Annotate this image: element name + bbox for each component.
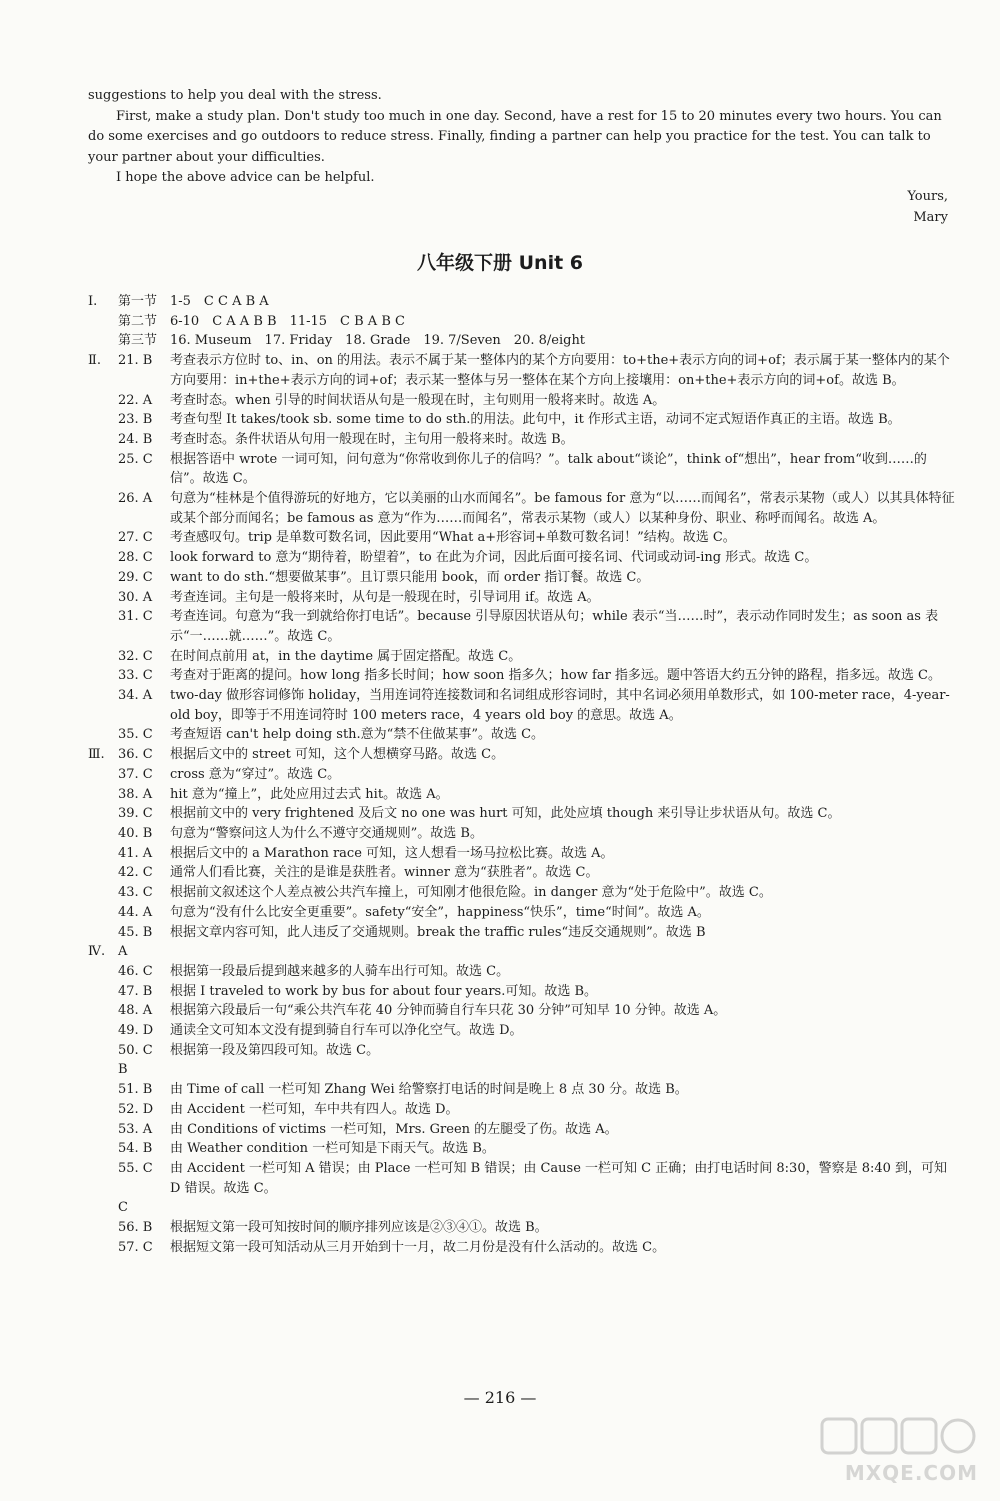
answer-explanation: 考查时态。条件状语从句用一般现在时，主句用一般将来时。故选 B。 <box>170 431 574 447</box>
answer-item <box>88 962 958 982</box>
answer-item <box>88 1139 958 1159</box>
section-1-row <box>88 312 958 332</box>
answer-item <box>88 410 958 430</box>
answer-item <box>88 647 958 667</box>
section-numeral <box>88 1021 118 1041</box>
answer-number: 55. C <box>118 1160 153 1176</box>
answer-explanation: 句意为“没有什么比安全更重要”。safety“安全”，happiness“快乐”，time“时间”。故选 A。 <box>170 904 710 920</box>
section-numeral <box>88 607 118 646</box>
answer-explanation: 考查连词。句意为“我一到就给你打电话”。because 引导原因状语从句；while 表示“当……时”，表示动作同时发生；as soon as 表示“一……就……”。故选 C。 <box>170 609 939 644</box>
answer-item <box>88 1041 958 1061</box>
section-numeral <box>88 588 118 608</box>
answer-number: 49. D <box>118 1023 154 1039</box>
answer-explanation: 根据短文第一段可知活动从三月开始到十一月，故二月份是没有什么活动的。故选 C。 <box>170 1239 666 1255</box>
answer-item <box>88 351 958 390</box>
answer-item <box>88 903 958 923</box>
section-numeral <box>88 1041 118 1061</box>
answer-number: 34. A <box>118 688 153 704</box>
answer-explanation: 考查感叹句。trip 是单数可数名词，因此要用“What a+形容词+单数可数名词！”结构。故选 C。 <box>170 530 736 546</box>
answer-number: 44. A <box>118 904 153 920</box>
section-numeral <box>88 1100 118 1120</box>
section-numeral <box>88 824 118 844</box>
section-numeral <box>88 1120 118 1140</box>
section-numeral <box>88 548 118 568</box>
essay <box>88 86 954 189</box>
answer-explanation: 在时间点前用 at，in the daytime 属于固定搭配。故选 C。 <box>170 648 522 664</box>
section-numeral <box>88 489 118 528</box>
answer-number: 32. C <box>118 648 153 664</box>
answer-explanation: 根据第一段及第四段可知。故选 C。 <box>170 1042 380 1058</box>
answer-number: 40. B <box>118 825 153 841</box>
answer-explanation: 由 Conditions of victims 一栏可知，Mrs. Green 的左腿受了伤。故选 A。 <box>170 1121 618 1137</box>
answer-number: 31. C <box>118 609 153 625</box>
section-numeral <box>88 1139 118 1159</box>
answer-explanation: 通常人们看比赛，关注的是谁是获胜者。winner 意为“获胜者”。故选 C。 <box>170 865 599 881</box>
answer-explanation: 根据前文叙述这个人差点被公共汽车撞上，可知刚才他很危险。in danger 意为“处于危险中”。故选 C。 <box>170 885 772 901</box>
essay-paragraph: First, make a study plan. Don't study too much in one day. Second, have a rest for 15 to 20 minutes every two hours. You can do some exercises and go outdoors to reduce stress. Finally, finding a partner can help you practice for the test. You can talk to your partner about your difficulties. <box>88 108 942 165</box>
section-numeral <box>88 450 118 489</box>
answer-number: 48. A <box>118 1003 153 1019</box>
section-numeral <box>88 962 118 982</box>
section-numeral: Ⅱ. <box>88 353 101 369</box>
section-numeral <box>88 1238 118 1258</box>
answer-number: 36. C <box>118 747 153 763</box>
section-numeral <box>88 1198 118 1218</box>
answer-explanation: 考查短语 can't help doing sth.意为“禁不住做某事”。故选 C。 <box>170 727 545 743</box>
answer-explanation: 根据前文中的 very frightened 及后文 no one was hurt 可知，此处应填 though 来引导让步状语从句。故选 C。 <box>170 806 841 822</box>
answer-list <box>88 292 958 1257</box>
section-numeral: Ⅳ. <box>88 944 106 960</box>
answer-number: 43. C <box>118 885 153 901</box>
section-numeral <box>88 1060 118 1080</box>
section-numeral <box>88 1080 118 1100</box>
section-numeral <box>88 666 118 686</box>
answer-item <box>88 528 958 548</box>
answer-number: 53. A <box>118 1121 153 1137</box>
answer-number: 29. C <box>118 569 153 585</box>
answer-item <box>88 785 958 805</box>
answer-number: 46. C <box>118 963 153 979</box>
answer-item <box>88 923 958 943</box>
answer-explanation: look forward to 意为“期待着，盼望着”，to 在此为介词，因此后面可接名词、代词或动词-ing 形式。故选 C。 <box>170 550 818 566</box>
answer-explanation: 根据第六段最后一句“乘公共汽车花 40 分钟而骑自行车只花 30 分钟”可知早 10 分钟。故选 A。 <box>170 1003 727 1019</box>
closing: Yours, <box>907 189 948 204</box>
answer-item <box>88 1238 958 1258</box>
section-numeral <box>88 785 118 805</box>
passage-header <box>88 1060 958 1080</box>
passage-letter: A <box>118 944 128 960</box>
section-numeral: Ⅲ. <box>88 747 105 763</box>
section-numeral <box>88 923 118 943</box>
answer-number: 56. B <box>118 1220 153 1236</box>
answer-item <box>88 1120 958 1140</box>
answer-number: 57. C <box>118 1239 153 1255</box>
answer-explanation: want to do sth.“想要做某事”。且订票只能用 book，而 order 指订餐。故选 C。 <box>170 569 650 585</box>
answer-number: 27. C <box>118 530 153 546</box>
answer-number: 24. B <box>118 431 153 447</box>
answer-number: 30. A <box>118 589 153 605</box>
watermark-seal-icon <box>818 1415 978 1461</box>
answer-item <box>88 745 958 765</box>
section-1-row <box>88 292 958 312</box>
answer-number: 25. C <box>118 451 153 467</box>
passage-header <box>88 1198 958 1218</box>
passage-header <box>88 942 958 962</box>
passage-letter: B <box>118 1062 128 1078</box>
answer-explanation: cross 意为“穿过”。故选 C。 <box>170 766 341 782</box>
answer-item <box>88 1001 958 1021</box>
section-numeral <box>88 568 118 588</box>
answer-explanation: 句意为“警察问这人为什么不遵守交通规则”。故选 B。 <box>170 825 483 841</box>
answer-number: 52. D <box>118 1101 154 1117</box>
answer-explanation: 考查对于距离的提问。how long 指多长时间；how soon 指多久；how far 指多远。题中答语大约五分钟的路程，指多远。故选 C。 <box>170 668 942 684</box>
answer-explanation: 由 Weather condition 一栏可知是下雨天气。故选 B。 <box>170 1141 495 1157</box>
answer-item <box>88 804 958 824</box>
page-number: — 216 — <box>463 1388 537 1407</box>
answer-item <box>88 1100 958 1120</box>
section-1-part-3: 第三节 16. Museum 17. Friday 18. Grade 19. 7/Seven 20. 8/eight <box>118 333 586 349</box>
section-numeral <box>88 686 118 725</box>
answer-item <box>88 686 958 725</box>
section-numeral: Ⅰ. <box>88 294 98 309</box>
answer-item <box>88 1218 958 1238</box>
answer-number: 23. B <box>118 412 153 428</box>
answer-number: 37. C <box>118 766 153 782</box>
answer-item <box>88 844 958 864</box>
answer-explanation: 根据答语中 wrote 一词可知，问句意为“你常收到你儿子的信吗？”。talk about“谈论”，think of“想出”，hear from“收到……的信”。故选 C。 <box>170 451 927 487</box>
answer-explanation: 由 Accident 一栏可知，车中共有四人。故选 D。 <box>170 1101 459 1117</box>
answer-item <box>88 450 958 489</box>
answer-item <box>88 548 958 568</box>
section-numeral <box>88 765 118 785</box>
section-numeral <box>88 391 118 411</box>
answer-explanation: 根据短文第一段可知按时间的顺序排列应该是②③④①。故选 B。 <box>170 1220 548 1236</box>
section-numeral <box>88 883 118 903</box>
section-numeral <box>88 804 118 824</box>
answer-number: 41. A <box>118 845 153 861</box>
answer-item <box>88 391 958 411</box>
answer-item <box>88 489 958 528</box>
answer-number: 47. B <box>118 983 153 999</box>
essay-line: suggestions to help you deal with the stress. <box>88 88 382 103</box>
answer-number: 50. C <box>118 1042 153 1058</box>
answer-item <box>88 588 958 608</box>
answer-explanation: 考查表示方位时 to、in、on 的用法。表示不属于某一整体内的某个方向要用：to+the+表示方向的词+of；表示属于某一整体内的某个方向要用：in+the+表示方向的词+of；表示某一整体与另一整体在某个方向上接壤用：on+the+表示方向的词+of。故选 B。 <box>170 353 950 388</box>
answer-explanation: 根据后文中的 a Marathon race 可知，这人想看一场马拉松比赛。故选 A。 <box>170 845 614 861</box>
section-numeral <box>88 903 118 923</box>
section-numeral <box>88 410 118 430</box>
answer-item <box>88 765 958 785</box>
watermark-text: MXQE.COM <box>844 1461 978 1485</box>
section-1-part-2: 第二节 6-10 C A A B B 11-15 C B A B C <box>118 313 405 329</box>
section-numeral <box>88 863 118 883</box>
answer-item <box>88 1021 958 1041</box>
answer-explanation: two-day 做形容词修饰 holiday，当用连词符连接数词和名词组成形容词时，其中名词必须用单数形式，如 100-meter race，4-year-old boy，即等于不用连词符时 100 meters race，4 years old boy 的意思。故选 A。 <box>170 688 950 723</box>
section-numeral <box>88 982 118 1002</box>
section-numeral <box>88 725 118 745</box>
answer-item <box>88 430 958 450</box>
answer-number: 45. B <box>118 924 153 940</box>
answer-item <box>88 883 958 903</box>
page-title: 八年级下册 Unit 6 <box>417 252 583 274</box>
answer-explanation: 考查句型 It takes/took sb. some time to do sth.的用法。此句中，it 作形式主语，动词不定式短语作真正的主语。故选 B。 <box>170 412 901 428</box>
signature: Mary <box>913 210 948 225</box>
section-1-part-1: 第一节 1-5 C C A B A <box>118 294 269 309</box>
answer-explanation: hit 意为“撞上”，此处应用过去式 hit。故选 A。 <box>170 786 449 802</box>
answer-explanation: 考查连词。主句是一般将来时，从句是一般现在时，引导词用 if。故选 A。 <box>170 589 600 605</box>
answer-number: 26. A <box>118 491 153 507</box>
section-numeral <box>88 1159 118 1198</box>
answer-number: 39. C <box>118 806 153 822</box>
answer-explanation: 通读全文可知本文没有提到骑自行车可以净化空气。故选 D。 <box>170 1023 523 1039</box>
answer-item <box>88 982 958 1002</box>
answer-item <box>88 666 958 686</box>
section-numeral <box>88 1001 118 1021</box>
watermark-logo <box>818 1415 978 1485</box>
section-numeral <box>88 844 118 864</box>
essay-paragraph: I hope the above advice can be helpful. <box>116 170 375 185</box>
section-numeral <box>88 430 118 450</box>
answer-number: 33. C <box>118 668 153 684</box>
section-numeral <box>88 1218 118 1238</box>
answer-explanation: 考查时态。when 引导的时间状语从句是一般现在时，主句则用一般将来时。故选 A。 <box>170 392 666 408</box>
answer-number: 22. A <box>118 392 153 408</box>
answer-number: 54. B <box>118 1141 153 1157</box>
section-numeral <box>88 647 118 667</box>
answer-number: 35. C <box>118 727 153 743</box>
answer-explanation: 根据文章内容可知，此人违反了交通规则。break the traffic rules“违反交通规则”。故选 B <box>170 924 706 940</box>
section-numeral <box>88 528 118 548</box>
answer-number: 38. A <box>118 786 153 802</box>
letter-signoff <box>907 186 948 228</box>
answer-number: 51. B <box>118 1082 153 1098</box>
answer-explanation: 根据第一段最后提到越来越多的人骑车出行可知。故选 C。 <box>170 963 510 979</box>
passage-letter: C <box>118 1200 128 1216</box>
answer-explanation: 句意为“桂林是个值得游玩的好地方，它以美丽的山水而闻名”。be famous for 意为“以……而闻名”，常表示某物（或人）以其具体特征或某个部分而闻名；be famous as 意为“作为……而闻名”，常表示某物（或人）以某种身份、职业、称呼而闻名。故选 A。 <box>170 491 955 526</box>
answer-item <box>88 1080 958 1100</box>
answer-number: 42. C <box>118 865 153 881</box>
answer-item <box>88 725 958 745</box>
section-1-row <box>88 331 958 351</box>
answer-item <box>88 863 958 883</box>
answer-explanation: 由 Accident 一栏可知 A 错误；由 Place 一栏可知 B 错误；由 Cause 一栏可知 C 正确；由打电话时间 8:30，警察是 8:40 到，可知 D 错误。故选 C。 <box>170 1160 948 1196</box>
answer-explanation: 根据 I traveled to work by bus for about four years.可知。故选 B。 <box>170 983 598 999</box>
answer-number: 21. B <box>118 353 153 369</box>
answer-item <box>88 568 958 588</box>
answer-explanation: 由 Time of call 一栏可知 Zhang Wei 给警察打电话的时间是晚上 8 点 30 分。故选 B。 <box>170 1082 688 1098</box>
answer-explanation: 根据后文中的 street 可知，这个人想横穿马路。故选 C。 <box>170 747 505 763</box>
answer-number: 28. C <box>118 550 153 566</box>
answer-item <box>88 1159 958 1198</box>
answer-item <box>88 824 958 844</box>
answer-item <box>88 607 958 646</box>
